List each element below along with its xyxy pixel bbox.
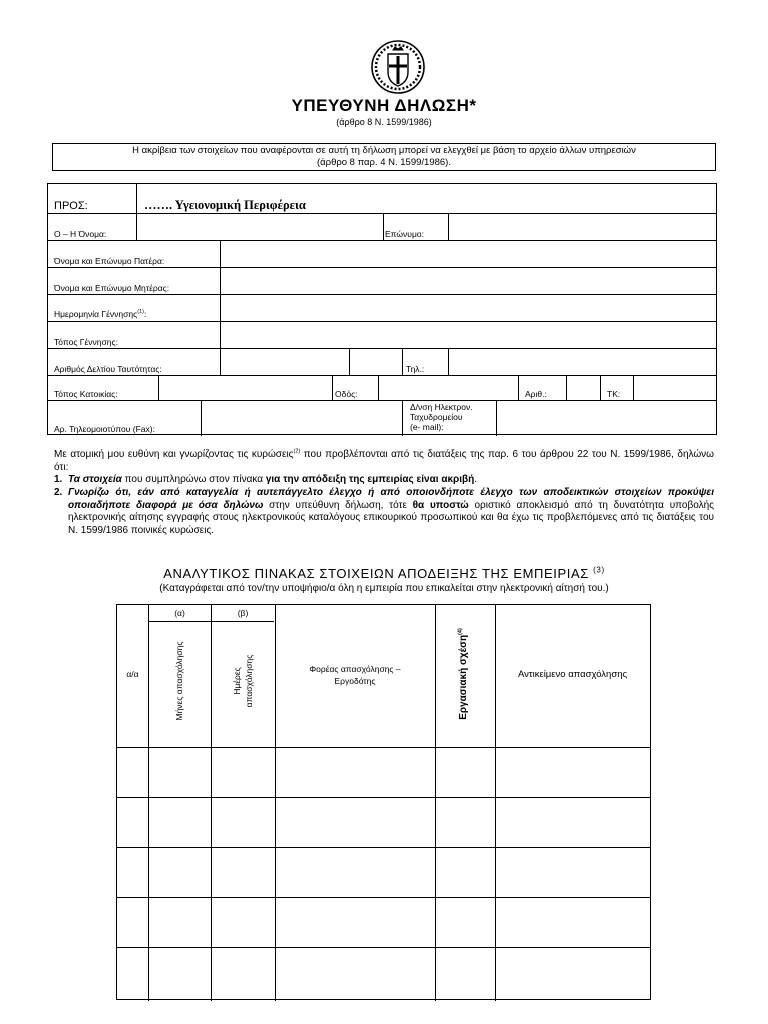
father-name-field[interactable] bbox=[221, 241, 717, 267]
residence-label: Τόπος Κατοικίας: bbox=[54, 389, 118, 399]
column-header-aa: α/α bbox=[126, 669, 139, 679]
column-header-work-relation: Εργασιακή σχέση$^{(4)}$ bbox=[457, 628, 469, 720]
table-row[interactable] bbox=[117, 798, 650, 847]
greek-coat-of-arms-icon bbox=[370, 38, 426, 96]
surname-label: Επώνυμο: bbox=[385, 229, 424, 239]
accuracy-notice bbox=[52, 143, 716, 171]
postal-code-field[interactable] bbox=[634, 376, 717, 400]
birthdate-field[interactable] bbox=[221, 295, 717, 321]
page-subtitle: (άρθρο 8 Ν. 1599/1986) bbox=[336, 117, 432, 127]
experience-table-subtitle: (Καταγράφεται από τον/την υποψήφιο/α όλη η εμπειρία που επικαλείται στην ηλεκτρονική αίτησή του.) bbox=[159, 583, 609, 594]
notice-line-2: (άρθρο 8 παρ. 4 Ν. 1599/1986). bbox=[317, 157, 451, 168]
birthdate-label: Ημερομηνία Γέννησης$^{(1)}$: bbox=[54, 309, 147, 319]
street-field[interactable] bbox=[379, 376, 517, 400]
birthplace-label: Τόπος Γέννησης: bbox=[54, 337, 118, 347]
residence-field[interactable] bbox=[159, 376, 331, 400]
first-name-field[interactable] bbox=[137, 214, 382, 240]
page-title: ΥΠΕΥΘΥΝΗ ΔΗΛΩΣΗ* bbox=[291, 96, 477, 115]
email-label: Δ/νση Ηλεκτρον. Ταχυδρομείου (e- mail): bbox=[410, 402, 473, 432]
recipient-value: ……. Υγειονομική Περιφέρεια bbox=[144, 198, 306, 212]
statement-item-1: 1. Τα στοιχεία που συμπληρώνω στον πίνακα για την απόδειξη της εμπειρίας είναι ακριβή. bbox=[54, 474, 478, 485]
column-header-subject: Αντικείμενο απασχόλησης bbox=[517, 669, 628, 680]
fax-label: Αρ. Τηλεομοιοτύπου (Fax): bbox=[54, 424, 155, 434]
first-name-label: Ο – Η Όνομα: bbox=[54, 229, 107, 239]
column-header-months: Μήνες απασχόλησης bbox=[174, 641, 184, 721]
statement-item-2: 2. Γνωρίζω ότι, εάν από καταγγελία ή αυτεπάγγελτο έλεγχο ή από οποιονδήποτε έλεγχο των αποδεικτικών στοιχείων προκύψει οποιαδήποτε διαφορά με όσα δηλώνω στην υπεύθυνη δήλωση, τότε θα υποστώ οριστικό αποκλεισμό από τη δυνατότητα υποβολής ηλεκτρονικής αίτησης εγγραφής στους ηλεκτρονικούς καταλόγους επικουρικού προσωπικού και θα έχω τις προβλεπόμενες από τις διατάξεις του Ν. 1599/1986 ποινικές κυρώσεις. bbox=[54, 487, 714, 536]
mother-name-field[interactable] bbox=[221, 268, 717, 294]
experience-table-title: ΑΝΑΛΥΤΙΚΟΣ ΠΙΝΑΚΑΣ ΣΤΟΙΧΕΙΩΝ ΑΠΟΔΕΙΞΗΣ ΤΗΣ ΕΜΠΕΙΡΙΑΣ $^{(3)}$ bbox=[163, 565, 605, 581]
experience-table bbox=[116, 604, 651, 1000]
column-header-employer: Φορέας απασχόλησης – Εργοδότης bbox=[309, 664, 401, 686]
mother-name-label: Όνομα και Επώνυμο Μητέρας: bbox=[54, 283, 170, 293]
id-number-field[interactable] bbox=[221, 349, 348, 375]
id-number-label: Αριθμός Δελτίου Ταυτότητας: bbox=[54, 364, 162, 374]
surname-field[interactable] bbox=[449, 214, 717, 240]
declaration-intro: Με ατομική μου ευθύνη και γνωρίζοντας τις κυρώσεις$^{(2)}$ που προβλέπονται από τις διατάξεις της παρ. 6 του άρθρου 22 του Ν. 1599/1986, δηλώνω ότι: bbox=[54, 448, 714, 473]
father-name-label: Όνομα και Επώνυμο Πατέρα: bbox=[54, 256, 165, 266]
table-row[interactable] bbox=[117, 748, 650, 797]
table-row[interactable] bbox=[117, 848, 650, 897]
column-header-days: Ημέρες απασχόλησης bbox=[232, 654, 254, 708]
birthplace-field[interactable] bbox=[221, 322, 717, 348]
phone-label: Τηλ.: bbox=[406, 364, 425, 374]
phone-field[interactable] bbox=[449, 349, 717, 375]
column-tag-b: (β) bbox=[237, 608, 249, 618]
email-field[interactable] bbox=[497, 401, 717, 435]
postal-code-label: ΤΚ: bbox=[607, 389, 621, 399]
fax-field[interactable] bbox=[202, 401, 401, 435]
street-label: Οδός: bbox=[335, 389, 358, 399]
street-number-field[interactable] bbox=[567, 376, 599, 400]
street-number-label: Αριθ.: bbox=[525, 389, 547, 399]
notice-line-1: Η ακρίβεια των στοιχείων που αναφέρονται σε αυτή τη δήλωση μπορεί να ελεγχθεί με βάση το αρχείο άλλων υπηρεσιών bbox=[132, 145, 636, 156]
table-row[interactable] bbox=[117, 898, 650, 947]
column-tag-a: (α) bbox=[174, 608, 185, 618]
recipient-label: ΠΡΟΣ: bbox=[54, 200, 88, 212]
personal-data-form bbox=[47, 183, 717, 435]
table-row[interactable] bbox=[117, 948, 650, 999]
